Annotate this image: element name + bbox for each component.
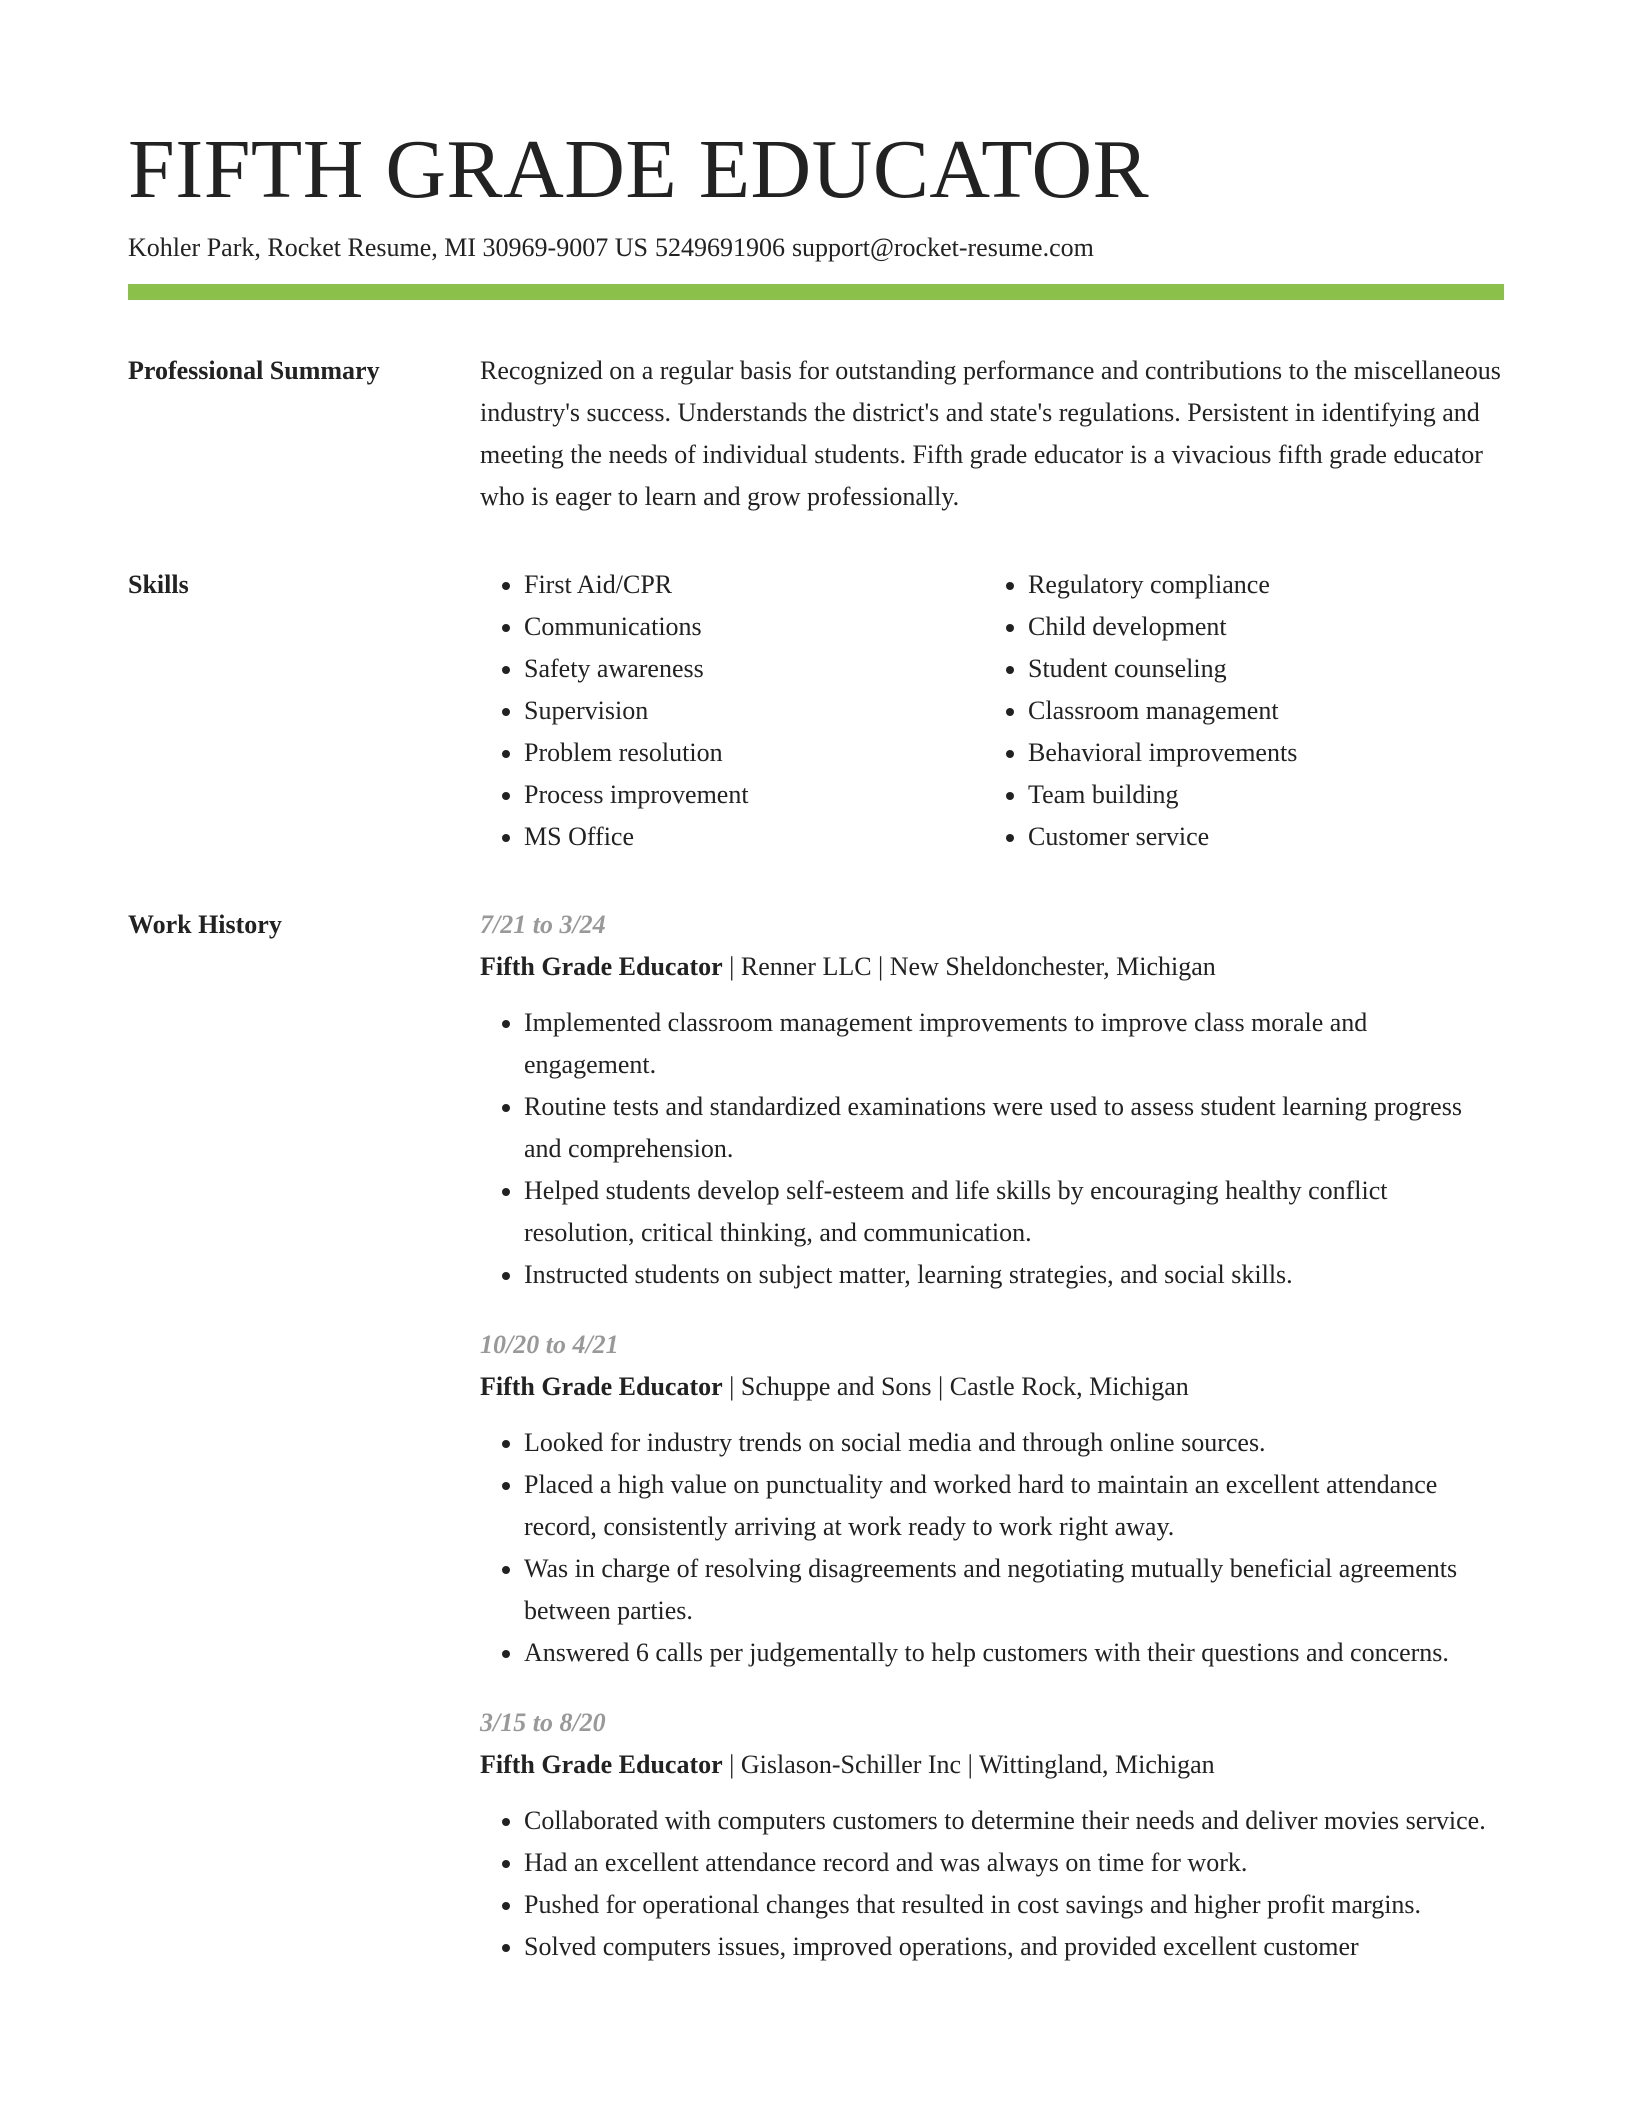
skill-item: • Process improvement	[524, 774, 984, 816]
job-bullets	[480, 1422, 1504, 1674]
job-title-line	[480, 1366, 1504, 1408]
skill-item: • Communications	[524, 606, 984, 648]
job-title-line	[480, 946, 1504, 988]
skill-item: • Behavioral improvements	[1028, 732, 1488, 774]
skill-item: • First Aid/CPR	[524, 564, 984, 606]
work-history-section	[128, 904, 1504, 1996]
summary-text: Recognized on a regular basis for outstanding performance and contributions to the miscellaneous industry's success. Understands the district's and state's regulations. Persistent in identifying and meeting the needs of individual students. Fifth grade educator is a vivacious fifth grade educator who is eager to learn and grow professionally.	[480, 356, 1501, 511]
summary-label: Professional Summary	[128, 356, 380, 385]
job-bullet: • Was in charge of resolving disagreements and negotiating mutually beneficial agreements between parties.	[524, 1548, 1504, 1632]
job-title: Fifth Grade Educator	[480, 1750, 723, 1779]
resume-name: FIFTH GRADE EDUCATOR	[128, 123, 1150, 216]
skill-item: • Supervision	[524, 690, 984, 732]
job-bullet: • Had an excellent attendance record and was always on time for work.	[524, 1842, 1504, 1884]
summary-section	[128, 350, 1504, 518]
job-details: | Gislason-Schiller Inc | Wittingland, Michigan	[722, 1750, 1215, 1779]
skill-item: • Team building	[1028, 774, 1488, 816]
skill-item: • Safety awareness	[524, 648, 984, 690]
resume-page	[128, 120, 1504, 1996]
job-bullet: • Placed a high value on punctuality and worked hard to maintain an excellent attendance record, consistently arriving at work ready to work right away.	[524, 1464, 1504, 1548]
contact-line	[128, 230, 1504, 266]
skills-list-left	[480, 564, 984, 858]
job-bullet: • Answered 6 calls per judgementally to help customers with their questions and concerns.	[524, 1632, 1504, 1674]
skill-item: • Customer service	[1028, 816, 1488, 858]
skill-item: • Regulatory compliance	[1028, 564, 1488, 606]
job-details: | Schuppe and Sons | Castle Rock, Michigan	[722, 1372, 1189, 1401]
job-dates: 7/21 to 3/24	[480, 910, 606, 939]
job-bullet: • Implemented classroom management improvements to improve class morale and engagement.	[524, 1002, 1504, 1086]
contact-email[interactable]: support@rocket-resume.com	[791, 233, 1094, 262]
contact-address: Kohler Park, Rocket Resume, MI 30969-9007 US	[128, 233, 648, 262]
job-bullet: • Looked for industry trends on social media and through online sources.	[524, 1422, 1504, 1464]
job-bullet: • Helped students develop self-esteem and life skills by encouraging healthy conflict resolution, critical thinking, and communication.	[524, 1170, 1504, 1254]
job-bullet: • Instructed students on subject matter, learning strategies, and social skills.	[524, 1254, 1504, 1296]
skill-item: • Student counseling	[1028, 648, 1488, 690]
skill-item: • Problem resolution	[524, 732, 984, 774]
skill-item: • Child development	[1028, 606, 1488, 648]
contact-phone: 5249691906	[654, 233, 785, 262]
job-entry	[480, 1702, 1504, 1968]
job-dates: 10/20 to 4/21	[480, 1330, 619, 1359]
skills-section	[128, 564, 1504, 858]
skills-label: Skills	[128, 570, 189, 599]
job-entry	[480, 1324, 1504, 1674]
job-title-line	[480, 1744, 1504, 1786]
job-bullets	[480, 1002, 1504, 1296]
job-dates: 3/15 to 8/20	[480, 1708, 606, 1737]
job-details: | Renner LLC | New Sheldonchester, Michigan	[722, 952, 1216, 981]
job-bullet: • Routine tests and standardized examinations were used to assess student learning progress and comprehension.	[524, 1086, 1504, 1170]
job-title: Fifth Grade Educator	[480, 952, 723, 981]
job-bullet: • Solved computers issues, improved operations, and provided excellent customer	[524, 1926, 1504, 1968]
job-entry	[480, 904, 1504, 1296]
skill-item: • Classroom management	[1028, 690, 1488, 732]
skill-item: • MS Office	[524, 816, 984, 858]
job-bullet: • Collaborated with computers customers to determine their needs and deliver movies service.	[524, 1800, 1504, 1842]
work-history-label: Work History	[128, 910, 282, 939]
header-divider	[128, 284, 1504, 300]
skills-list-right	[984, 564, 1488, 858]
job-bullets	[480, 1800, 1504, 1968]
job-title: Fifth Grade Educator	[480, 1372, 723, 1401]
job-bullet: • Pushed for operational changes that resulted in cost savings and higher profit margins.	[524, 1884, 1504, 1926]
